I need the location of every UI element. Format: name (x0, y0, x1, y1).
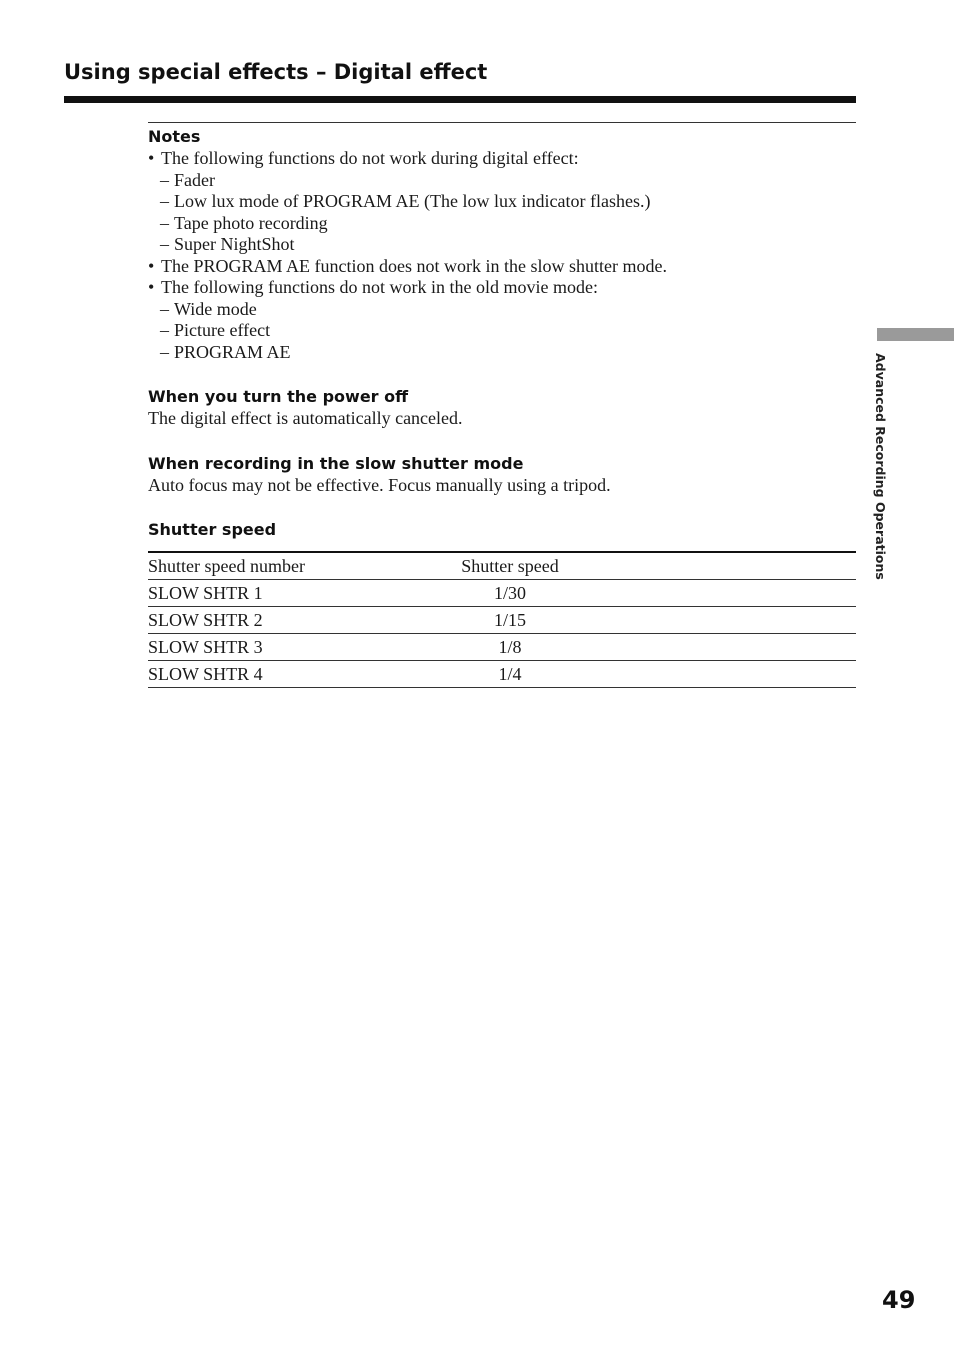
notes-list (148, 148, 856, 363)
page-title: Using special effects – Digital effect (64, 60, 488, 84)
table-row (148, 580, 856, 607)
power-off-body: The digital effect is automatically canceled. (148, 408, 463, 428)
notes-list-item: • The PROGRAM AE function does not work in the slow shutter mode. (148, 256, 856, 278)
table-row (148, 634, 856, 661)
column-spacer (580, 552, 856, 580)
main-content (148, 122, 856, 688)
table-row (148, 661, 856, 688)
notes-list-item: – PROGRAM AE (148, 342, 856, 364)
shutter-number-cell: SLOW SHTR 1 (148, 580, 440, 607)
slow-shutter-body: Auto focus may not be effective. Focus manually using a tripod. (148, 474, 611, 495)
shutter-speed-section (148, 519, 856, 688)
shutter-speed-cell: 1/8 (440, 634, 580, 661)
shutter-speed-cell: 1/30 (440, 580, 580, 607)
notes-list-item: – Fader (148, 170, 856, 192)
notes-list-item: – Tape photo recording (148, 213, 856, 235)
shutter-number-cell: SLOW SHTR 3 (148, 634, 440, 661)
shutter-speed-cell: 1/4 (440, 661, 580, 688)
shutter-speed-cell: 1/15 (440, 607, 580, 634)
shutter-number-cell: SLOW SHTR 4 (148, 661, 440, 688)
row-spacer (580, 607, 856, 634)
notes-divider (148, 122, 856, 123)
row-spacer (580, 580, 856, 607)
shutter-speed-table (148, 551, 856, 688)
row-spacer (580, 634, 856, 661)
power-off-section (148, 386, 856, 430)
table-row (148, 607, 856, 634)
notes-heading: Notes (148, 127, 201, 146)
notes-list-item: – Super NightShot (148, 234, 856, 256)
title-rule (64, 96, 856, 103)
power-off-heading: When you turn the power off (148, 387, 409, 406)
slow-shutter-section (148, 453, 856, 497)
row-spacer (580, 661, 856, 688)
section-side-label: Advanced Recording Operations (873, 353, 888, 580)
notes-list-item: • The following functions do not work during digital effect: (148, 148, 856, 170)
column-header-number: Shutter speed number (148, 552, 440, 580)
column-header-speed: Shutter speed (440, 552, 580, 580)
notes-list-item: – Low lux mode of PROGRAM AE (The low lux indicator flashes.) (148, 191, 856, 213)
section-tab-marker (877, 328, 954, 341)
notes-list-item: – Wide mode (148, 299, 856, 321)
page-number: 49 (882, 1286, 916, 1314)
shutter-number-cell: SLOW SHTR 2 (148, 607, 440, 634)
notes-list-item: • The following functions do not work in the old movie mode: (148, 277, 856, 299)
notes-list-item: – Picture effect (148, 320, 856, 342)
shutter-speed-heading: Shutter speed (148, 520, 277, 539)
slow-shutter-heading: When recording in the slow shutter mode (148, 453, 524, 473)
table-header-row (148, 552, 856, 580)
